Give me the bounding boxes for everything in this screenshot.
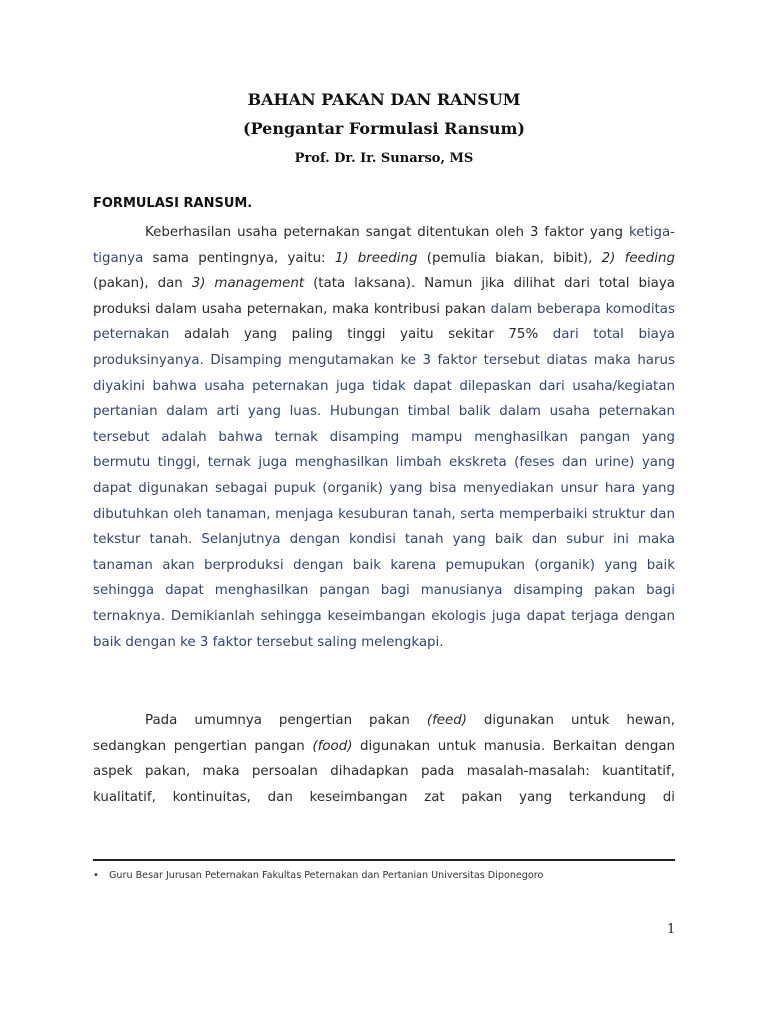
footnote	[93, 870, 693, 881]
document-subtitle: (Pengantar Formulasi Ransum)	[243, 119, 525, 138]
paragraph-2	[93, 708, 675, 810]
footnote-divider	[93, 859, 675, 861]
p2-text-3: digunakan untuk hewan, sedangkan pengertian pangan	[93, 713, 675, 754]
p1-text-2: ketiga-tiganya	[93, 225, 675, 266]
footnote-bullet: •	[93, 870, 99, 881]
p2-text-5: digunakan untuk manusia. Berkaitan dengan aspek pakan, maka persoalan dihadapkan pada masalah-masalah: kuantitatif, kualitatif, kontinuitas, dan keseimbangan zat pakan yang terkandung di	[93, 738, 676, 805]
p1-text-7: (pakan), dan	[93, 276, 192, 292]
p1-text-10: dalam beberapa komoditas peternakan	[93, 301, 675, 343]
document-title: BAHAN PAKAN DAN RANSUM	[247, 90, 521, 109]
footnote-text: Guru Besar Jurusan Peternakan Fakultas Peternakan dan Pertanian Universitas Diponegoro	[109, 870, 544, 881]
page-number: 1	[667, 922, 676, 937]
p1-text-3: sama pentingnya, yaitu:	[143, 250, 335, 266]
p1-feeding: 2) feeding	[601, 250, 675, 266]
p1-text-1: Keberhasilan usaha peternakan sangat ditentukan oleh 3 faktor yang	[145, 225, 624, 240]
title-block	[0, 86, 768, 174]
p1-breeding: 1) breeding	[334, 250, 418, 266]
document-author: Prof. Dr. Ir. Sunarso, MS	[294, 151, 474, 166]
paragraph-1	[93, 220, 675, 655]
p2-food: (food)	[312, 738, 353, 754]
p1-text-9: (tata laksana). Namun jika dilihat dari total biaya produksi dalam usaha peternakan, maka kontribusi pakan	[93, 276, 676, 317]
p1-text-5: (pemulia biakan, bibit),	[417, 250, 602, 266]
section-heading: FORMULASI RANSUM.	[93, 196, 253, 211]
p1-text-11: adalah yang paling tinggi yaitu sekitar 75%	[169, 327, 553, 343]
p1-management: 3) management	[191, 276, 305, 292]
p2-feed: (feed)	[426, 713, 467, 728]
p1-text-12: dari total biaya produksinyanya. Disamping mengutamakan ke 3 faktor tersebut diatas maka harus diyakini bahwa usaha peternakan juga tidak dapat dilepaskan dari usaha/kegiatan pertanian dalam arti yang luas. Hubungan timbal balik dalam usaha peternakan tersebut adalah bahwa ternak disamping mampu menghasilkan pangan yang bermutu tinggi, ternak juga menghasilkan limbah ekskreta (feses dan urine) yang dapat digunakan sebagai pupuk (organik) yang bisa menyediakan unsur hara yang dibutuhkan oleh tanaman, menjaga kesuburan tanah, serta memperbaiki struktur dan tekstur tanah. Selanjutnya dengan kondisi tanah yang baik dan subur ini maka tanaman akan berproduksi dengan baik karena pemupukan (organik) yang baik sehingga dapat menghasilkan pangan bagi manusianya disamping pakan bagi ternaknya. Demikianlah sehingga keseimbangan ekologis juga dapat terjaga dengan baik dengan ke 3 faktor tersebut saling melengkapi.	[93, 327, 676, 650]
p2-text-1: Pada umumnya pengertian pakan	[145, 713, 427, 728]
